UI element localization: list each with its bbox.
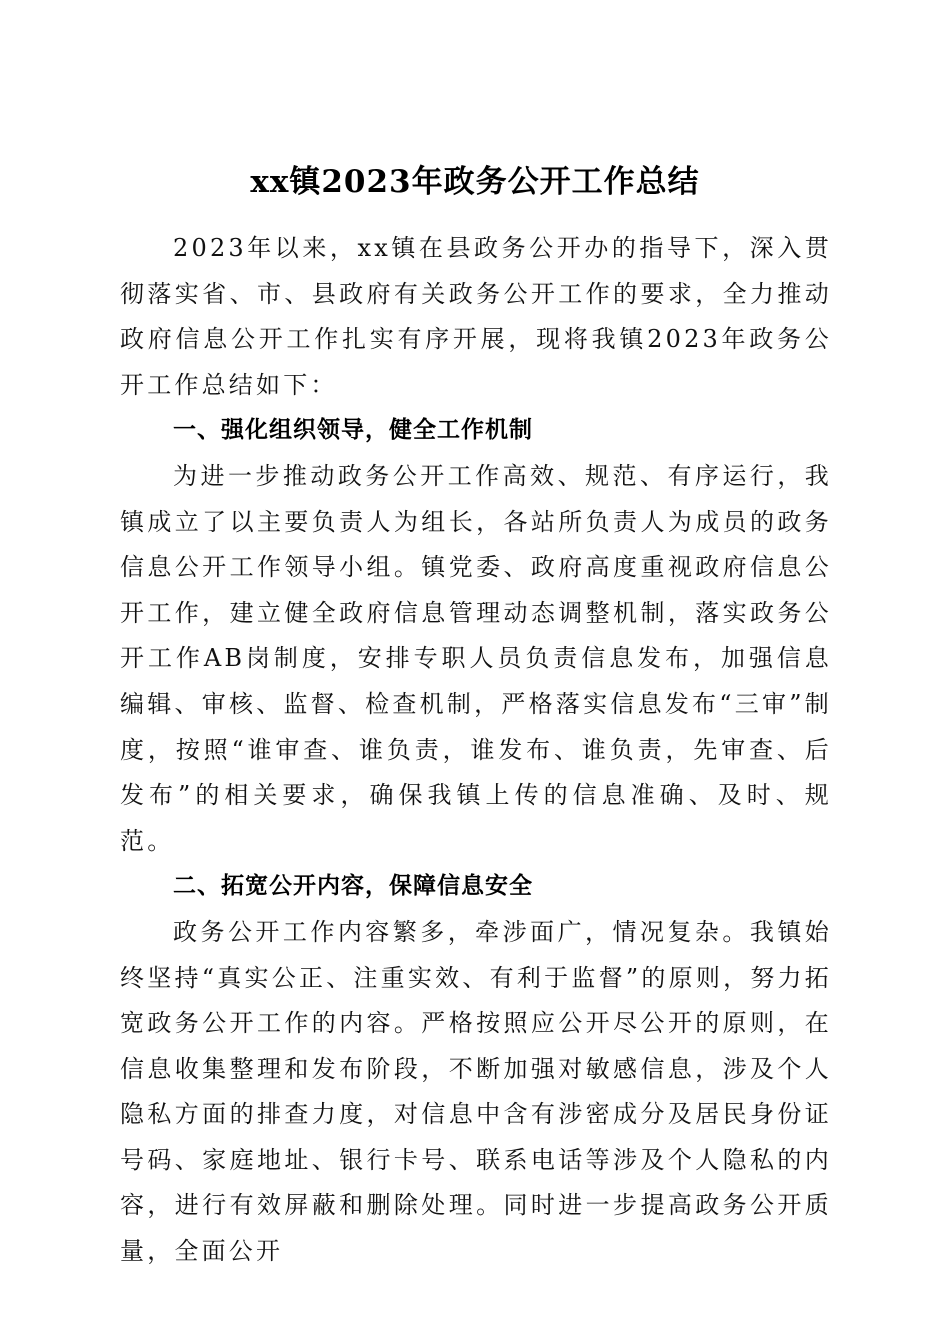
document-title: xx镇2023年政务公开工作总结 xyxy=(250,163,700,200)
section-paragraph-2: 政务公开工作内容繁多，牵涉面广，情况复杂。我镇始终坚持“真实公正、注重实效、有利于监督”的原则，努力拓宽政务公开工作的内容。严格按照应公开尽公开的原则，在信息收集整理和发布阶段，不断加强对敏感信息，涉及个人隐私方面的排查力度，对信息中含有涉密成分及居民身份证号码、家庭地址、银行卡号、联系电话等涉及个人隐私的内容，进行有效屏蔽和删除处理。同时进一步提高政务公开质量，全面公开 xyxy=(120,917,832,1266)
section-heading-1: 一、强化组织领导，健全工作机制 xyxy=(173,417,533,444)
intro-paragraph: 2023年以来，xx镇在县政务公开办的指导下，深入贯彻落实省、市、县政府有关政务公开工作的要求，全力推动政府信息公开工作扎实有序开展，现将我镇2023年政务公开工作总结如下： xyxy=(120,234,832,399)
section-heading-2: 二、拓宽公开内容，保障信息安全 xyxy=(173,873,533,900)
section-paragraph-1: 为进一步推动政务公开工作高效、规范、有序运行，我镇成立了以主要负责人为组长，各站所负责人为成员的政务信息公开工作领导小组。镇党委、政府高度重视政府信息公开工作，建立健全政府信息管理动态调整机制，落实政务公开工作AB岗制度，安排专职人员负责信息发布，加强信息编辑、审核、监督、检查机制，严格落实信息发布“三审”制度，按照“谁审查、谁负责，谁发布、谁负责，先审查、后发布”的相关要求，确保我镇上传的信息准确、及时、规范。 xyxy=(120,461,832,855)
document-body xyxy=(120,226,832,1275)
